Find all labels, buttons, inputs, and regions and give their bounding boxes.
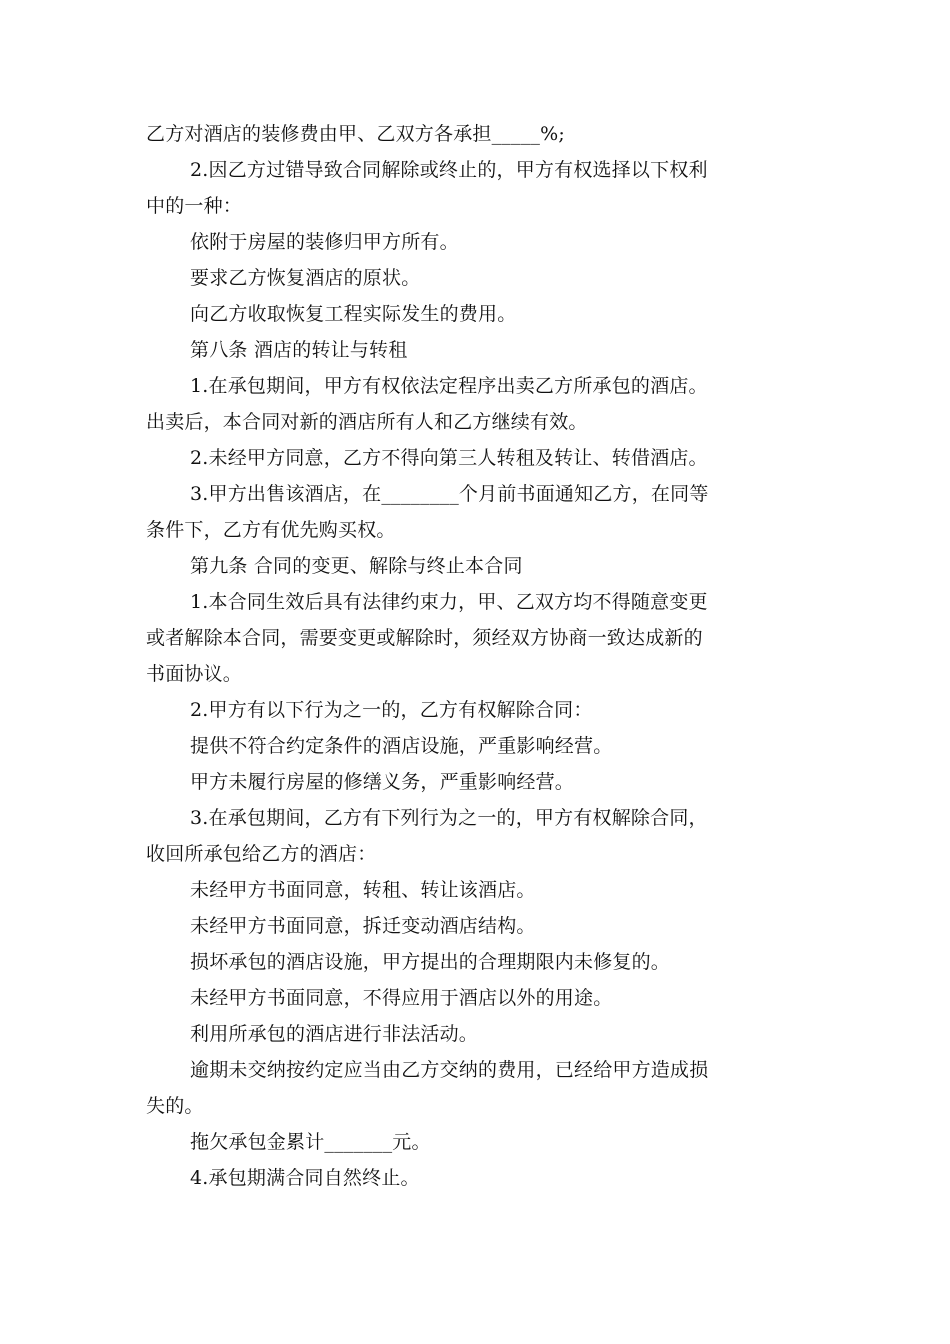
text-line: 提供不符合约定条件的酒店设施，严重影响经营。 — [190, 735, 613, 757]
text-line: 收回所承包给乙方的酒店： — [146, 843, 377, 865]
text-line: 未经甲方书面同意，转租、转让该酒店。 — [190, 879, 536, 901]
text-line: 第九条 合同的变更、解除与终止本合同 — [190, 555, 523, 577]
text-line: 2.未经甲方同意，乙方不得向第三人转租及转让、转借酒店。 — [190, 447, 708, 469]
text-line: 1.本合同生效后具有法律约束力，甲、乙双方均不得随意变更 — [190, 591, 708, 613]
text-line: 依附于房屋的装修归甲方所有。 — [190, 231, 459, 253]
text-line: 或者解除本合同，需要变更或解除时，须经双方协商一致达成新的 — [146, 627, 703, 649]
text-line: 逾期未交纳按约定应当由乙方交纳的费用，已经给甲方造成损 — [190, 1059, 709, 1081]
text-line: 4.承包期满合同自然终止。 — [190, 1167, 420, 1189]
text-line: 书面协议。 — [146, 663, 243, 685]
text-line: 拖欠承包金累计_______元。 — [190, 1131, 431, 1153]
text-line: 未经甲方书面同意，拆迁变动酒店结构。 — [190, 915, 536, 937]
text-line: 损坏承包的酒店设施，甲方提出的合理期限内未修复的。 — [190, 951, 671, 973]
text-line: 条件下，乙方有优先购买权。 — [146, 519, 396, 541]
text-line: 要求乙方恢复酒店的原状。 — [190, 267, 421, 289]
text-line: 失的。 — [146, 1095, 204, 1117]
text-line: 2.因乙方过错导致合同解除或终止的，甲方有权选择以下权利 — [190, 159, 708, 181]
text-line: 2.甲方有以下行为之一的，乙方有权解除合同： — [190, 699, 593, 721]
text-line: 乙方对酒店的装修费由甲、乙双方各承担_____%; — [146, 123, 565, 145]
text-line: 出卖后，本合同对新的酒店所有人和乙方继续有效。 — [146, 411, 588, 433]
text-line: 1.在承包期间，甲方有权依法定程序出卖乙方所承包的酒店。 — [190, 375, 708, 397]
text-line: 3.在承包期间，乙方有下列行为之一的，甲方有权解除合同， — [190, 807, 708, 829]
text-line: 第八条 酒店的转让与转租 — [190, 339, 408, 361]
document-body — [146, 116, 810, 1196]
text-line: 中的一种： — [146, 195, 243, 217]
text-line: 甲方未履行房屋的修缮义务，严重影响经营。 — [190, 771, 575, 793]
text-line: 未经甲方书面同意，不得应用于酒店以外的用途。 — [190, 987, 613, 1009]
text-line: 利用所承包的酒店进行非法活动。 — [190, 1023, 479, 1045]
text-line: 3.甲方出售该酒店，在________个月前书面通知乙方，在同等 — [190, 483, 709, 505]
text-line: 向乙方收取恢复工程实际发生的费用。 — [190, 303, 517, 325]
